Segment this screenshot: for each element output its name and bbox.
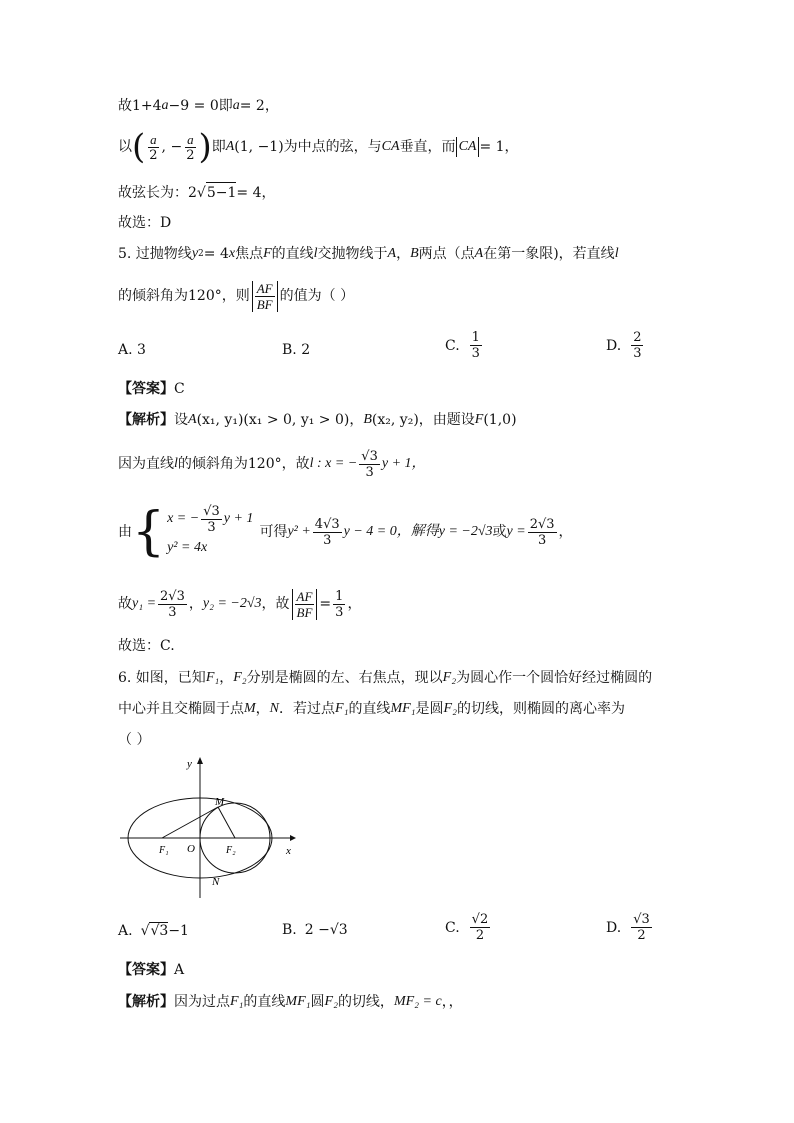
math-text: 的倾斜角为120°，故 [177,456,310,472]
math-text: 1 [335,588,344,604]
math-text: 3 [207,519,216,535]
sqrt-content: 5−1 [206,182,237,203]
math-text: 因为直线 [118,456,174,472]
math-text: 分别是椭圆的左、右焦点，现以 [246,670,443,686]
math-text: a [187,131,194,147]
math-text: D. [606,919,622,936]
solution-5-line-5 [118,636,175,656]
math-text: l [313,246,318,261]
math-text: AF [256,280,273,296]
q6-option-d [606,912,654,943]
math-text: ．若过点 [279,701,336,717]
math-var: a [161,98,169,113]
math-var: CA [381,139,400,154]
math-text: A [174,962,185,978]
math: = 1， [479,139,519,155]
math-text: ，， [441,994,463,1010]
text: 以 [118,139,132,155]
math-text: MF₂ = c [393,994,442,1009]
math-text: 故选：C. [118,638,175,654]
label-m: M [215,796,225,808]
math-text: √3 [203,503,220,519]
math-text: 为圆心作一个圆恰好经过椭圆的 [456,670,653,686]
math: 1+4 [132,98,162,114]
math-text: 2 [198,249,204,259]
text-line-1 [118,96,279,116]
math-text: y² + [287,524,311,539]
math-text: B. [282,922,297,938]
ellipse-figure [118,752,308,900]
brace: { [132,502,166,562]
math-text: 2 [633,330,642,345]
text: 故弦长为：2 [118,184,197,201]
math-text: x [228,246,236,261]
math-abs: CA [456,137,480,157]
math-text: M [244,701,256,716]
math-text: l [174,456,178,471]
fraction [147,132,159,163]
math-text: C. [445,337,460,354]
math-text: 可得 [259,524,288,540]
math-text: 2 − [304,922,330,938]
math-text: 4√3 [314,516,340,532]
math-text: 因为过点 [174,994,230,1010]
q5-option-d [606,330,645,361]
math-text: F₁ [335,701,349,716]
math-text: y + 1， [381,456,426,471]
solution-6-line-1 [118,992,463,1012]
math-text: y² = 4x [167,539,208,555]
math-text: 2 [637,928,646,943]
math-text: A [474,246,484,261]
math-text: l : x = − [309,456,358,471]
answer-6 [118,960,184,980]
solution-5-line-4 [118,582,361,626]
math-text: y₂ = −2√3 [202,596,262,611]
math-text: 2 [149,147,158,163]
math-text: 的切线， [337,994,394,1010]
math-text: B [363,412,372,427]
math-text: 的直线 [348,701,391,717]
math: = 4， [236,184,276,201]
q5-option-c [445,330,484,361]
label-y: y [187,758,192,770]
math-text: 【答案】 [118,962,174,978]
math-text: MF₁ [285,994,311,1009]
fraction [184,132,196,163]
math-text: √2 [471,912,489,927]
label-x: x [286,845,291,857]
math-text: F₂ [324,994,338,1009]
label-n: N [212,876,220,888]
math-text: BF [256,296,273,312]
math-var: A [225,139,235,154]
label-o: O [187,843,195,855]
math-text: 在第一象限)，若直线 [483,246,615,262]
math-text: x = − [167,511,200,526]
math-text: 5. 过抛物线 [118,246,192,262]
math-text: ， [188,596,203,612]
math-text: y = −2√3 [438,524,493,539]
math-text: 3 [471,346,480,361]
math-text: A. 3 [118,342,146,358]
math-text: 设 [174,412,188,428]
math-text: ， [219,670,234,686]
math-text: 3 [537,532,547,548]
label-f1: F₁ [159,845,169,856]
math-text: y [191,246,199,261]
q6-option-c [445,912,492,943]
math-text: 或 [492,524,507,540]
math-text: 的直线 [243,994,286,1010]
text: 故 [118,98,132,114]
solution-5-line-3 [118,500,573,564]
math-text: 【解析】 [118,994,174,1010]
math-text: 【解析】 [118,412,174,428]
q5-option-a [118,342,146,358]
math-text: 由 [118,524,132,540]
math-text: y = [506,524,526,539]
text-line-4 [118,213,171,233]
math-text: √3 [361,448,378,464]
math-text: 的倾斜角为120°，则 [118,288,250,304]
math-text: 2 [186,147,195,163]
sqrt-sign: √ [196,184,206,201]
math-text: = [319,596,332,612]
math-text: AF [296,588,313,604]
math-text: 中心并且交椭圆于点 [118,701,244,717]
math-text: √3 [150,923,169,939]
text-line-3 [118,182,275,203]
answer-5 [118,379,185,399]
text: 垂直，而 [399,139,456,155]
math-text: 3 [323,532,332,548]
question-6-line-1 [118,668,652,688]
math-text: MF₁ [390,701,416,716]
math-text: （ ） [118,732,151,748]
x-axis-arrow [290,835,296,841]
math-text: N [269,701,280,716]
math-var: a [232,98,240,113]
math-text: 圆 [310,994,325,1010]
math-text: y₁ = [132,596,157,611]
math-text: (x₂, y₂)，由题设 [371,412,475,428]
math-text: 交抛物线于 [317,246,388,262]
math-text: A [387,246,397,261]
paren-close: ) [198,127,212,167]
math-text: 焦点 [235,246,264,262]
label-f2: F₂ [226,845,236,856]
math-text: F₁ [230,994,244,1009]
math-text: B [410,246,419,261]
math-text: F [263,246,272,261]
question-5-line-2 [118,276,354,316]
math-text: B. 2 [282,342,311,358]
radius-mf2 [218,807,235,838]
math-text: ， [396,246,411,262]
q5-option-b [282,342,310,358]
text: (1, −1)为中点的弦，与 [234,139,382,155]
math-text: 是圆 [415,701,444,717]
math-text: a [150,131,157,147]
q6-option-a: A. √ √3 −1 [118,922,189,939]
math-text: l [614,246,619,261]
math: −9 = 0即 [168,98,233,114]
math-text: D. [606,337,622,354]
math-text: ， [347,596,362,612]
math-text: 3 [335,604,344,620]
equation-system [167,504,253,561]
math-text: ， [558,524,573,540]
math-text: ，故 [261,596,290,612]
math-text: √3 [633,912,650,927]
math-text: C [174,381,185,397]
fraction-abs [252,281,278,312]
text: 即 [211,139,226,155]
solution-5-line-1 [118,410,517,430]
math-text: F₂ [442,670,457,685]
math-text: = 4 [203,246,229,262]
math-text: −1 [168,922,189,939]
math-text: 3 [365,464,374,480]
math-text: y − 4 = 0，解得 [343,524,439,539]
math-text: √3 [329,922,348,938]
math-text: A. [118,922,133,939]
question-6-line-2 [118,699,625,719]
math: , − [161,139,183,155]
math-text: ， [255,701,270,717]
math-text: 【答案】 [118,381,174,397]
math-text: 的切线，则椭圆的离心率为 [456,701,625,717]
math-text: 1 [471,330,480,345]
math-text: 3 [168,604,177,620]
text-line-2 [118,129,519,165]
y-axis-arrow [197,757,203,764]
tangent-line-mf1 [162,807,218,838]
question-6-line-3 [118,730,150,750]
solution-5-line-2 [118,446,426,482]
math-text: BF [296,604,313,620]
question-5-line-1 [118,244,619,264]
text: 故选：D [118,215,172,231]
math-text: C. [445,919,460,936]
paren-open: ( [132,127,146,167]
math-text: 3 [633,346,642,361]
math-text: (x₁, y₁)(x₁ > 0, y₁ > 0)， [196,412,364,428]
math-text: 两点（点 [418,246,475,262]
math-text: F₂ [443,701,457,716]
math-text: 6. 如图，已知 [118,670,206,686]
math-text: 的直线 [271,246,314,262]
math-text: F [474,412,484,427]
math-text: 故 [118,596,132,612]
math: = 2， [239,98,279,114]
math-text: 2√3 [529,516,555,532]
math-text: (1,0) [483,412,517,428]
math-text: F₁ [205,670,220,685]
math-text: 的值为（ ） [279,288,355,304]
math-text: F₂ [233,670,247,685]
math-text: 2√3 [160,588,185,604]
math-text: A [188,412,197,427]
q6-option-b [282,922,348,938]
math-text: y + 1 [223,511,254,526]
math-text: 2 [475,928,485,943]
